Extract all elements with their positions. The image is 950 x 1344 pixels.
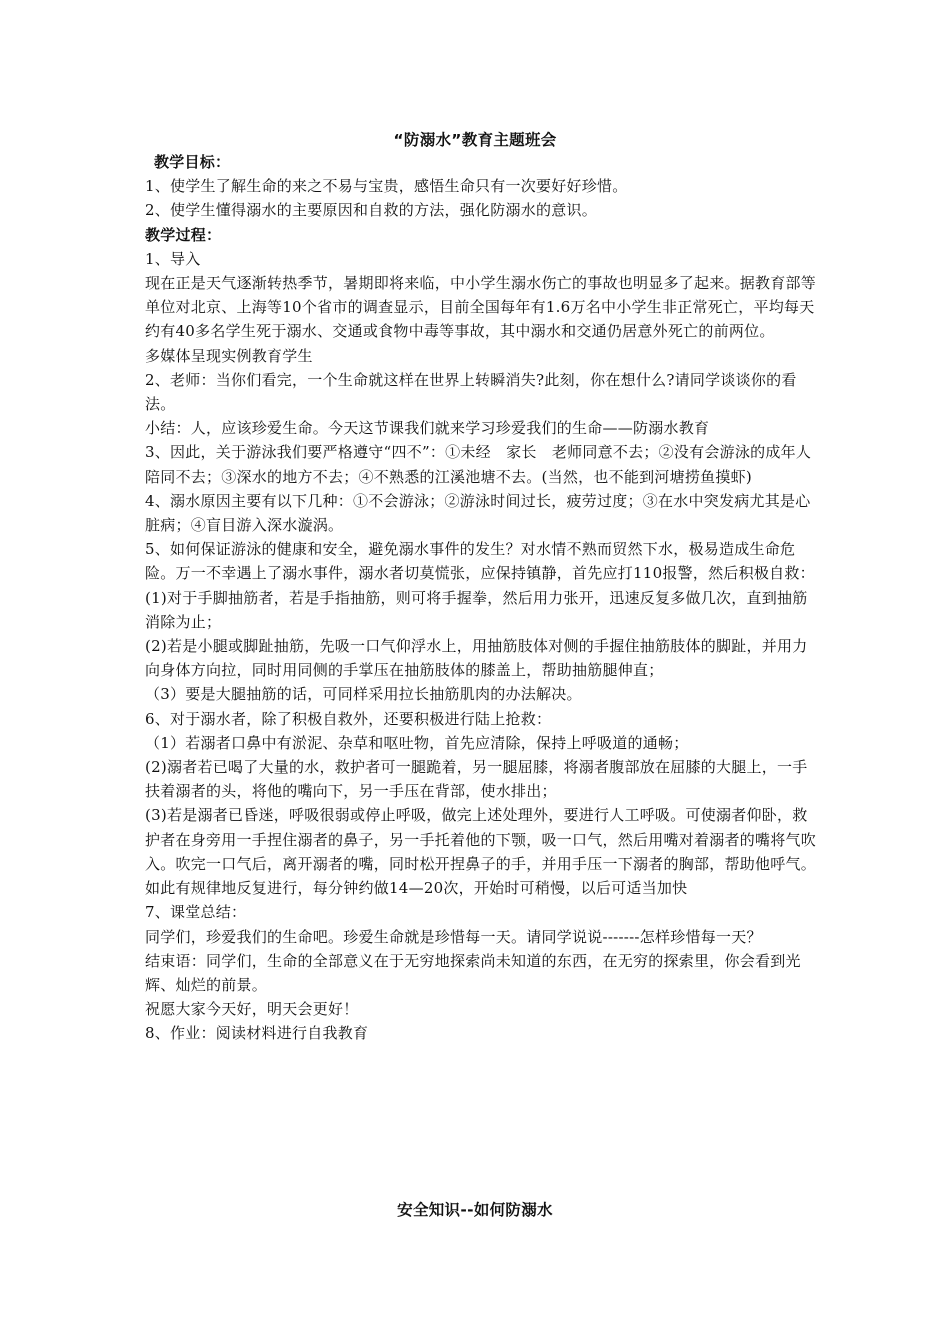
goal-heading: 教学目标： <box>154 153 231 171</box>
goal-item: 2、使学生懂得溺水的主要原因和自救的方法，强化防溺水的意识。 <box>145 201 598 220</box>
sub-item: （1）若溺者口鼻中有淤泥、杂草和呕吐物，首先应清除，保持上呼吸道的通畅； <box>145 733 689 752</box>
step-paragraph: 3、因此，关于游泳我们要严格遵守“四不”：①未经 家长 老师同意不去；②没有会游泳的成年人陪同不去；③深水的地方不去；④不熟悉的江溪池塘不去。(当然，也不能到河塘捞鱼摸虾) <box>145 443 812 486</box>
closing-paragraph: 结束语：同学们，生命的全部意义在于无穷地探索尚未知道的东西，在无穷的探索里，你会看到光辉、灿烂的前景。 <box>145 951 801 994</box>
step-paragraph: 6、对于溺水者，除了积极自救外，还要积极进行陆上抢救： <box>145 709 552 728</box>
step-heading: 7、课堂总结： <box>145 903 247 922</box>
document-title: “防溺水”教育主题班会 <box>393 131 557 149</box>
sub-item: (2)若是小腿或脚趾抽筋，先吸一口气仰浮水上，用抽筋肢体对侧的手握住抽筋肢体的脚趾，并用力向身体方向拉，同时用同侧的手掌压在抽筋肢体的膝盖上，帮助抽筋腿伸直； <box>145 637 808 680</box>
step-paragraph: 4、溺水原因主要有以下几种：①不会游泳；②游泳时间过长，疲劳过度；③在水中突发病尤其是心脏病；④盲目游入深水漩涡。 <box>145 491 811 535</box>
sub-item: （3）要是大腿抽筋的话，可同样采用拉长抽筋肌肉的办法解决。 <box>145 685 582 704</box>
summary-line: 小结：人，应该珍爱生命。今天这节课我们就来学习珍爱我们的生命——防溺水教育 <box>145 419 710 438</box>
closing-paragraph: 同学们，珍爱我们的生命吧。珍爱生命就是珍惜每一天。请同学说说-------怎样珍惜每一天？ <box>145 927 762 946</box>
step-paragraph: 5、如何保证游泳的健康和安全，避免溺水事件的发生？对水情不熟而贸然下水，极易造成生命危险。万一不幸遇上了溺水事件，溺水者切莫慌张，应保持镇静，首先应打110报警，然后积极自救： <box>145 540 815 583</box>
closing-paragraph: 祝愿大家今天好，明天会更好！ <box>145 1000 359 1019</box>
document-body <box>145 150 817 1046</box>
process-heading: 教学过程： <box>145 225 222 244</box>
step-heading: 8、作业：阅读材料进行自我教育 <box>145 1024 369 1043</box>
sub-item: (3)若是溺者已昏迷，呼吸很弱或停止呼吸，做完上述处理外，要进行人工呼吸。可使溺者仰卧，救护者在身旁用一手捏住溺者的鼻子，另一手托着他的下颚，吸一口气，然后用嘴对着溺者的嘴将气吹入。吹完一口气后，离开溺者的嘴，同时松开捏鼻子的手，并用手压一下溺者的胸部，帮助他呼气。如此有规律地反复进行，每分钟约做14—20次，开始时可稍慢，以后可适当加快 <box>145 806 817 898</box>
step-heading: 1、导入 <box>145 249 201 268</box>
section-title: 安全知识--如何防溺水 <box>397 1201 553 1219</box>
media-line: 多媒体呈现实例教育学生 <box>145 346 313 365</box>
step-paragraph: 2、老师：当你们看完，一个生命就这样在世界上转瞬消失?此刻，你在想什么?请同学谈谈你的看法。 <box>145 370 797 414</box>
sub-item: (1)对于手脚抽筋者，若是手指抽筋，则可将手握拳，然后用力张开，迅速反复多做几次，直到抽筋消除为止； <box>145 588 808 631</box>
sub-item: (2)溺者若已喝了大量的水，救护者可一腿跪着，另一腿屈膝，将溺者腹部放在屈膝的大腿上，一手扶着溺者的头，将他的嘴向下，另一手压在背部，使水排出； <box>145 758 808 801</box>
goal-item: 1、使学生了解生命的来之不易与宝贵，感悟生命只有一次要好好珍惜。 <box>145 177 628 196</box>
intro-paragraph: 现在正是天气逐渐转热季节，暑期即将来临，中小学生溺水伤亡的事故也明显多了起来。据教育部等单位对北京、上海等10个省市的调查显示，目前全国每年有1.6万名中小学生非正常死亡，平均每天约有40多名学生死于溺水、交通或食物中毒等事故，其中溺水和交通仍居意外死亡的前两位。 <box>145 274 817 341</box>
